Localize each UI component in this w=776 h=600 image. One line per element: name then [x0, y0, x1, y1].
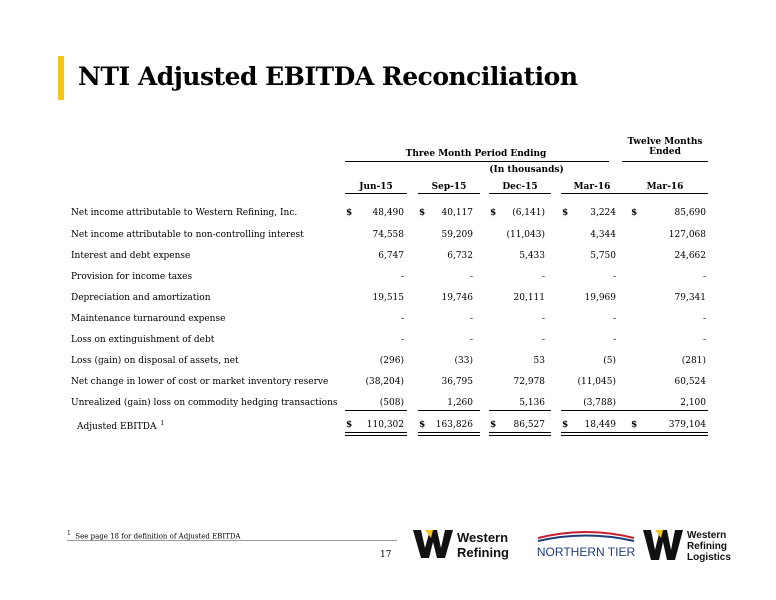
- total-cell: 163,826: [435, 420, 473, 430]
- table-cell: 2,100: [680, 398, 706, 408]
- row-label: Loss on extinguishment of debt: [71, 335, 215, 345]
- table-cell: (296): [379, 356, 404, 366]
- table-cell: -: [469, 335, 473, 345]
- table-cell: -: [702, 314, 706, 324]
- subtotal-rule: [418, 410, 480, 411]
- table-cell: -: [612, 272, 616, 282]
- table-cell: (5): [603, 356, 616, 366]
- table-cell: 3,224: [590, 208, 616, 218]
- currency-symbol: $: [562, 420, 569, 430]
- total-row-label: [77, 420, 164, 432]
- table-cell: (281): [681, 356, 706, 366]
- table-cell: (38,204): [365, 377, 404, 387]
- column-header-rule: [561, 193, 623, 194]
- currency-symbol: $: [562, 208, 569, 218]
- total-double-rule: [622, 432, 708, 433]
- row-label: Net change in lower of cost or market inventory reserve: [71, 377, 329, 387]
- svg-text:NORTHERN TIER: NORTHERN TIER: [536, 545, 636, 559]
- currency-symbol: $: [631, 208, 638, 218]
- table-cell: (6,141): [512, 208, 545, 218]
- twelve-months-header: [622, 137, 708, 157]
- column-header-rule: [622, 193, 708, 194]
- column-header-rule: [418, 193, 480, 194]
- table-cell: -: [612, 314, 616, 324]
- table-cell: 1,260: [447, 398, 473, 408]
- table-cell: 59,209: [441, 230, 473, 240]
- row-label: Loss (gain) on disposal of assets, net: [71, 356, 239, 366]
- table-cell: (3,788): [583, 398, 616, 408]
- table-cell: 6,732: [447, 251, 473, 261]
- title-accent-bar: [58, 56, 64, 100]
- currency-symbol: $: [490, 420, 497, 430]
- total-footnote-marker: 1: [160, 420, 165, 427]
- column-header: Sep-15: [431, 182, 467, 192]
- row-label: Provision for income taxes: [71, 272, 193, 282]
- table-cell: (11,043): [506, 230, 545, 240]
- total-double-rule: [418, 432, 480, 433]
- table-cell: 36,795: [441, 377, 473, 387]
- column-header: Mar-16: [573, 182, 611, 192]
- total-double-rule: [561, 435, 623, 436]
- three-month-header: Three Month Period Ending: [405, 149, 547, 159]
- currency-symbol: $: [419, 208, 426, 218]
- table-cell: -: [541, 272, 545, 282]
- subtotal-rule: [622, 410, 708, 411]
- table-cell: 24,662: [674, 251, 706, 261]
- total-double-rule: [561, 432, 623, 433]
- total-cell: 86,527: [513, 420, 545, 430]
- table-cell: 40,117: [441, 208, 473, 218]
- western-refining-logistics-logo: [643, 526, 735, 562]
- total-double-rule: [345, 435, 407, 436]
- table-cell: (508): [379, 398, 404, 408]
- table-cell: (11,045): [577, 377, 616, 387]
- currency-symbol: $: [490, 208, 497, 218]
- svg-text:Logistics: Logistics: [687, 552, 731, 562]
- column-header: Jun-15: [359, 182, 393, 192]
- column-header-rule: [489, 193, 551, 194]
- total-double-rule: [489, 435, 551, 436]
- row-label: Depreciation and amortization: [71, 293, 211, 303]
- table-cell: -: [400, 335, 404, 345]
- total-label-text: Adjusted EBITDA: [77, 422, 157, 432]
- total-cell: 18,449: [584, 420, 616, 430]
- table-cell: -: [400, 314, 404, 324]
- currency-symbol: $: [631, 420, 638, 430]
- header-rule: [345, 161, 609, 162]
- page-number: 17: [380, 550, 392, 560]
- svg-text:Refining: Refining: [457, 545, 509, 560]
- table-cell: 19,969: [584, 293, 616, 303]
- column-header: Mar-16: [646, 182, 684, 192]
- table-cell: 74,558: [372, 230, 404, 240]
- total-double-rule: [622, 435, 708, 436]
- western-refining-logo: [413, 528, 525, 560]
- table-cell: -: [541, 335, 545, 345]
- twelve-months-line1: Twelve Months: [627, 137, 703, 147]
- row-label: Maintenance turnaround expense: [71, 314, 226, 324]
- total-double-rule: [489, 432, 551, 433]
- table-cell: -: [400, 272, 404, 282]
- northern-tier-logo: [534, 528, 638, 560]
- currency-symbol: $: [346, 208, 353, 218]
- twelve-months-line2: Ended: [649, 147, 681, 157]
- subtotal-rule: [345, 410, 407, 411]
- total-double-rule: [418, 435, 480, 436]
- table-cell: 19,746: [441, 293, 473, 303]
- table-cell: (33): [454, 356, 473, 366]
- table-cell: 19,515: [372, 293, 404, 303]
- currency-symbol: $: [419, 420, 426, 430]
- table-cell: -: [469, 272, 473, 282]
- table-cell: 6,747: [378, 251, 404, 261]
- western-refining-logo-text: Western: [457, 530, 509, 545]
- table-cell: -: [541, 314, 545, 324]
- footnote-text: See page 18 for definition of Adjusted EBITDA: [75, 532, 241, 541]
- row-label: Net income attributable to non-controlling interest: [71, 230, 304, 240]
- table-cell: -: [469, 314, 473, 324]
- svg-text:Western: Western: [687, 530, 727, 541]
- total-cell: 110,302: [366, 420, 404, 430]
- table-cell: 5,433: [519, 251, 545, 261]
- row-label: Net income attributable to Western Refining, Inc.: [71, 208, 298, 218]
- row-label: Unrealized (gain) loss on commodity hedging transactions: [71, 398, 338, 408]
- table-cell: 79,341: [674, 293, 706, 303]
- total-double-rule: [345, 432, 407, 433]
- table-cell: 20,111: [513, 293, 545, 303]
- table-cell: 53: [533, 356, 545, 366]
- table-cell: 85,690: [674, 208, 706, 218]
- svg-text:Refining: Refining: [687, 541, 727, 552]
- subtotal-rule: [489, 410, 551, 411]
- total-cell: 379,104: [668, 420, 706, 430]
- subtotal-rule: [561, 410, 623, 411]
- table-cell: 72,978: [513, 377, 545, 387]
- column-header-rule: [345, 193, 407, 194]
- table-cell: 5,136: [519, 398, 545, 408]
- page-title: NTI Adjusted EBITDA Reconciliation: [78, 62, 578, 91]
- table-cell: -: [702, 272, 706, 282]
- currency-symbol: $: [346, 420, 353, 430]
- table-cell: 48,490: [372, 208, 404, 218]
- header-rule-twelve: [622, 161, 708, 162]
- table-cell: 60,524: [674, 377, 706, 387]
- footnote-marker: 1: [67, 530, 71, 537]
- table-cell: -: [612, 335, 616, 345]
- footer-rule: [67, 540, 397, 541]
- in-thousands-label: (In thousands): [489, 165, 564, 175]
- footnote: [67, 530, 241, 540]
- table-cell: 4,344: [590, 230, 616, 240]
- row-label: Interest and debt expense: [71, 251, 191, 261]
- column-header: Dec-15: [502, 182, 538, 192]
- table-cell: -: [702, 335, 706, 345]
- table-cell: 127,068: [668, 230, 706, 240]
- table-cell: 5,750: [590, 251, 616, 261]
